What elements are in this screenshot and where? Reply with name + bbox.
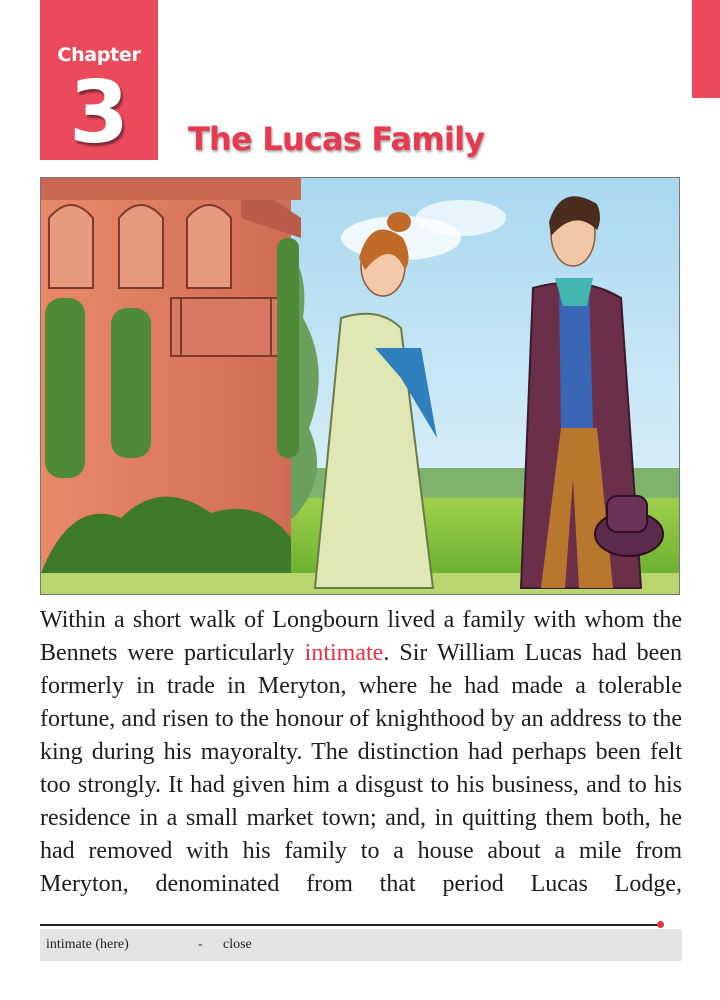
footnote-definition: close <box>223 937 252 952</box>
footnote-marker-dot <box>657 921 664 928</box>
cloud <box>416 200 506 236</box>
corner-tab <box>692 0 720 98</box>
chapter-tab <box>40 0 158 163</box>
chapter-illustration <box>40 177 680 595</box>
body-text-rest: . Sir William Lucas had been formerly in trade in Meryton, where he had made a tolerable fortune, and risen to the honour of knighthood by an address to the king during his mayoralty. The distinction had perhaps been felt too strongly. It had given him a disgust to his business, and to his residence in a small market town; and, in quitting them both, he had removed with his family to a house about a mile from Meryton, denominated from that period Lucas Lodge, <box>40 640 682 897</box>
vocab-word-intimate[interactable]: intimate <box>304 640 384 666</box>
chapter-label: Chapter <box>57 44 141 66</box>
roof-eave <box>41 178 301 200</box>
windows <box>49 205 231 288</box>
chapter-number: 3 <box>69 63 129 163</box>
footnote-divider <box>40 924 660 926</box>
body-paragraph <box>40 604 682 901</box>
illustration-scene <box>41 178 679 594</box>
glossary-footnote <box>40 929 682 961</box>
footnote-separator: - <box>198 937 203 952</box>
chapter-title: The Lucas Family <box>188 120 485 158</box>
footnote-term: intimate (here) <box>46 937 129 952</box>
balcony <box>171 298 283 356</box>
body-text-lead: Within a short walk of Longbourn lived a family with whom the Bennets were particularly <box>40 607 682 666</box>
